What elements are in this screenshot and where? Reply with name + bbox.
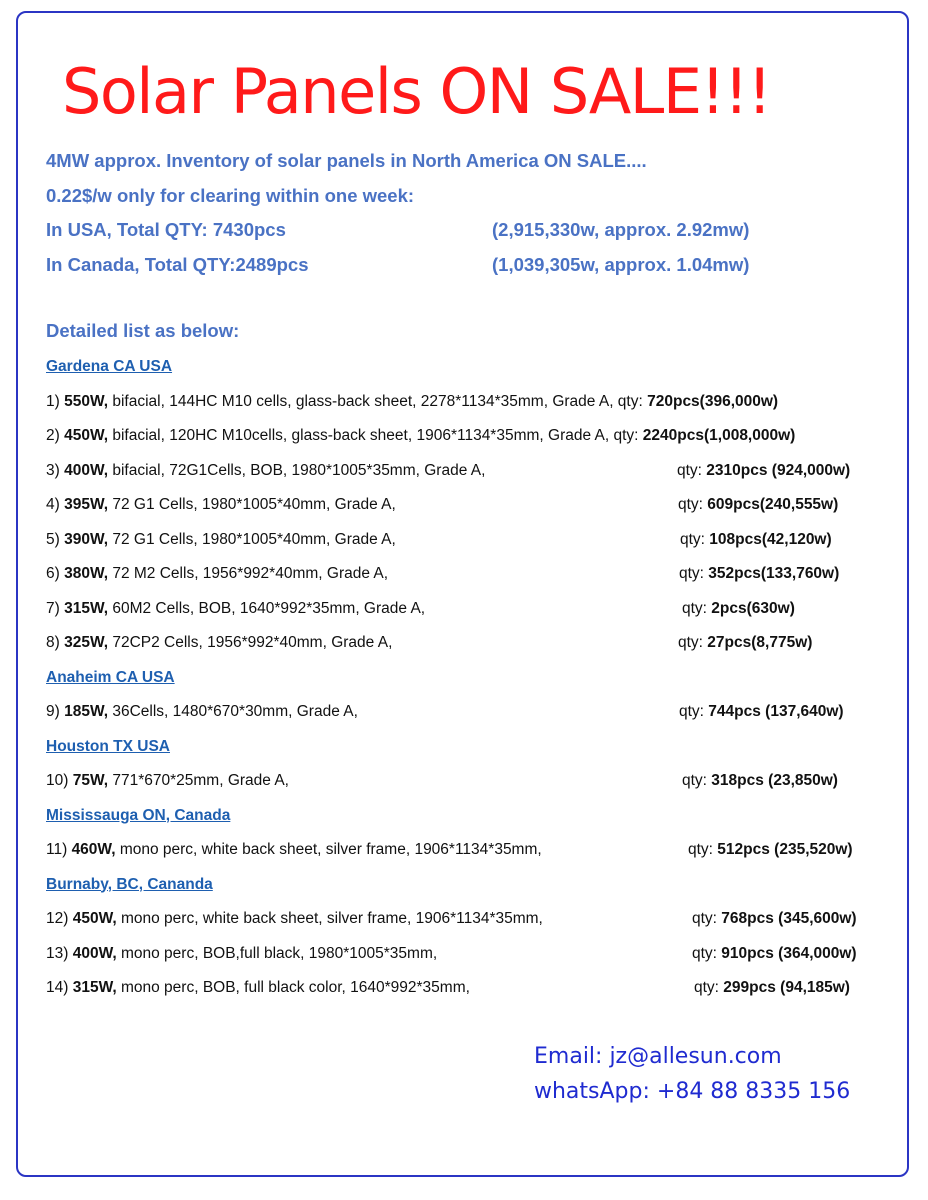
usa-total-row	[46, 213, 896, 248]
intro-line-2: 0.22$/w only for clearing within one week:	[46, 184, 415, 206]
item-qty-cell	[680, 523, 832, 558]
item-quantity: 609pcs(240,555w)	[707, 496, 839, 513]
list-item	[46, 833, 896, 868]
location-header	[46, 730, 896, 765]
item-qty-cell	[692, 937, 857, 972]
location-houston: Houston TX USA	[46, 737, 170, 755]
location-header	[46, 350, 896, 385]
page-title: Solar Panels ON SALE!!!	[62, 55, 771, 128]
location-header	[46, 799, 896, 834]
item-qty-label: qty:	[678, 634, 708, 651]
item-qty-cell	[678, 488, 838, 523]
item-power: 325W,	[64, 634, 109, 651]
item-description: 60M2 Cells, BOB, 1640*992*35mm, Grade A,	[108, 599, 426, 617]
item-quantity: 108pcs(42,120w)	[709, 530, 832, 548]
item-description: bifacial, 144HC M10 cells, glass-back sheet, 2278*1134*35mm, Grade A, qty:	[108, 392, 648, 410]
list-item	[46, 764, 896, 799]
item-qty-cell	[682, 592, 795, 627]
location-gardena: Gardena CA USA	[46, 358, 173, 375]
item-quantity: 768pcs (345,600w)	[721, 910, 857, 927]
intro-section	[46, 144, 896, 282]
item-qty-label: qty:	[679, 565, 709, 582]
item-power: 400W,	[72, 944, 117, 962]
item-power: 390W,	[64, 530, 109, 548]
item-power: 185W,	[64, 703, 109, 720]
item-quantity: 352pcs(133,760w)	[708, 565, 840, 582]
item-quantity: 744pcs (137,640w)	[708, 703, 844, 720]
item-qty-label: qty:	[680, 530, 710, 548]
list-item	[46, 523, 896, 558]
item-number: 10)	[46, 772, 73, 789]
item-qty-label: qty:	[688, 841, 718, 858]
item-description: 72 G1 Cells, 1980*1005*40mm, Grade A,	[108, 530, 396, 548]
canada-total-qty: In Canada, Total QTY:2489pcs	[46, 253, 309, 275]
item-number: 1)	[46, 392, 65, 410]
intro-line-1: 4MW approx. Inventory of solar panels in North America ON SALE....	[46, 150, 647, 171]
usa-total-qty: In USA, Total QTY: 7430pcs	[46, 219, 286, 240]
list-item	[46, 902, 896, 937]
list-item	[46, 592, 896, 627]
item-description: 72 M2 Cells, 1956*992*40mm, Grade A,	[108, 565, 389, 582]
item-description: 36Cells, 1480*670*30mm, Grade A,	[108, 703, 358, 720]
item-qty-cell	[679, 557, 839, 592]
item-quantity: 318pcs (23,850w)	[711, 772, 838, 789]
item-qty-cell	[678, 626, 812, 661]
item-qty-cell	[679, 695, 844, 730]
item-quantity: 299pcs (94,185w)	[723, 979, 850, 996]
item-number: 13)	[46, 944, 73, 962]
item-quantity: 2240pcs(1,008,000w)	[642, 427, 796, 444]
item-number: 5)	[46, 530, 65, 548]
item-qty-label: qty:	[679, 703, 709, 720]
detail-heading: Detailed list as below:	[46, 320, 240, 341]
list-item	[46, 488, 896, 523]
item-description: mono perc, white back sheet, silver frame, 1906*1134*35mm,	[115, 841, 542, 858]
item-qty-label: qty:	[677, 461, 707, 479]
item-quantity: 910pcs (364,000w)	[721, 944, 857, 962]
item-power: 380W,	[64, 565, 109, 582]
item-power: 315W,	[72, 979, 117, 996]
list-item	[46, 626, 896, 661]
item-power: 315W,	[64, 599, 109, 617]
item-number: 9)	[46, 703, 65, 720]
item-number: 12)	[46, 910, 73, 927]
item-quantity: 512pcs (235,520w)	[717, 841, 853, 858]
item-qty-cell	[694, 971, 850, 1006]
item-number: 3)	[46, 461, 65, 479]
list-item	[46, 419, 896, 454]
item-power: 395W,	[64, 496, 109, 513]
item-description: bifacial, 72G1Cells, BOB, 1980*1005*35mm, Grade A,	[108, 461, 486, 479]
list-item	[46, 695, 896, 730]
canada-total-watts: (1,039,305w, approx. 1.04mw)	[492, 253, 750, 275]
list-item	[46, 454, 896, 489]
item-quantity: 27pcs(8,775w)	[707, 634, 813, 651]
list-item	[46, 385, 896, 420]
location-header	[46, 661, 896, 696]
item-qty-cell	[682, 764, 838, 799]
item-power: 400W,	[64, 461, 109, 479]
item-power: 450W,	[64, 427, 109, 444]
item-qty-cell	[692, 902, 857, 937]
item-number: 8)	[46, 634, 65, 651]
contact-whatsapp: whatsApp: +84 88 8335 156	[534, 1079, 851, 1104]
item-qty-label: qty:	[678, 496, 708, 513]
item-description: mono perc, white back sheet, silver frame, 1906*1134*35mm,	[116, 910, 543, 927]
list-item	[46, 971, 896, 1006]
item-power: 75W,	[72, 772, 109, 789]
item-quantity: 2310pcs (924,000w)	[706, 461, 851, 479]
item-qty-label: qty:	[694, 979, 724, 996]
item-quantity: 720pcs(396,000w)	[647, 392, 779, 410]
item-qty-label: qty:	[692, 944, 722, 962]
item-number: 14)	[46, 979, 73, 996]
list-item	[46, 937, 896, 972]
item-description: 72 G1 Cells, 1980*1005*40mm, Grade A,	[108, 496, 396, 513]
item-qty-cell	[688, 833, 853, 868]
contact-block	[534, 1039, 850, 1109]
list-item	[46, 557, 896, 592]
item-description: mono perc, BOB, full black color, 1640*992*35mm,	[116, 979, 470, 996]
item-power: 450W,	[72, 910, 117, 927]
item-description: 72CP2 Cells, 1956*992*40mm, Grade A,	[108, 634, 393, 651]
location-burnaby: Burnaby, BC, Cananda	[46, 875, 213, 893]
canada-total-row	[46, 248, 896, 283]
item-number: 11)	[46, 841, 72, 858]
item-qty-label: qty:	[682, 599, 712, 617]
item-number: 7)	[46, 599, 65, 617]
usa-total-watts: (2,915,330w, approx. 2.92mw)	[492, 219, 750, 240]
item-power: 550W,	[64, 392, 109, 410]
item-description: mono perc, BOB,full black, 1980*1005*35mm,	[116, 944, 438, 962]
location-mississauga: Mississauga ON, Canada	[46, 806, 231, 824]
item-qty-cell	[677, 454, 850, 489]
item-quantity: 2pcs(630w)	[711, 599, 795, 617]
item-power: 460W,	[71, 841, 116, 858]
contact-email: Email: jz@allesun.com	[534, 1044, 782, 1069]
item-number: 4)	[46, 496, 65, 513]
item-description: bifacial, 120HC M10cells, glass-back sheet, 1906*1134*35mm, Grade A, qty:	[108, 427, 643, 444]
item-number: 2)	[46, 427, 65, 444]
item-qty-label: qty:	[682, 772, 712, 789]
item-qty-label: qty:	[692, 910, 722, 927]
location-anaheim: Anaheim CA USA	[46, 668, 175, 686]
location-header	[46, 868, 896, 903]
item-number: 6)	[46, 565, 65, 582]
item-description: 771*670*25mm, Grade A,	[108, 772, 289, 789]
inventory-list	[46, 350, 896, 1006]
